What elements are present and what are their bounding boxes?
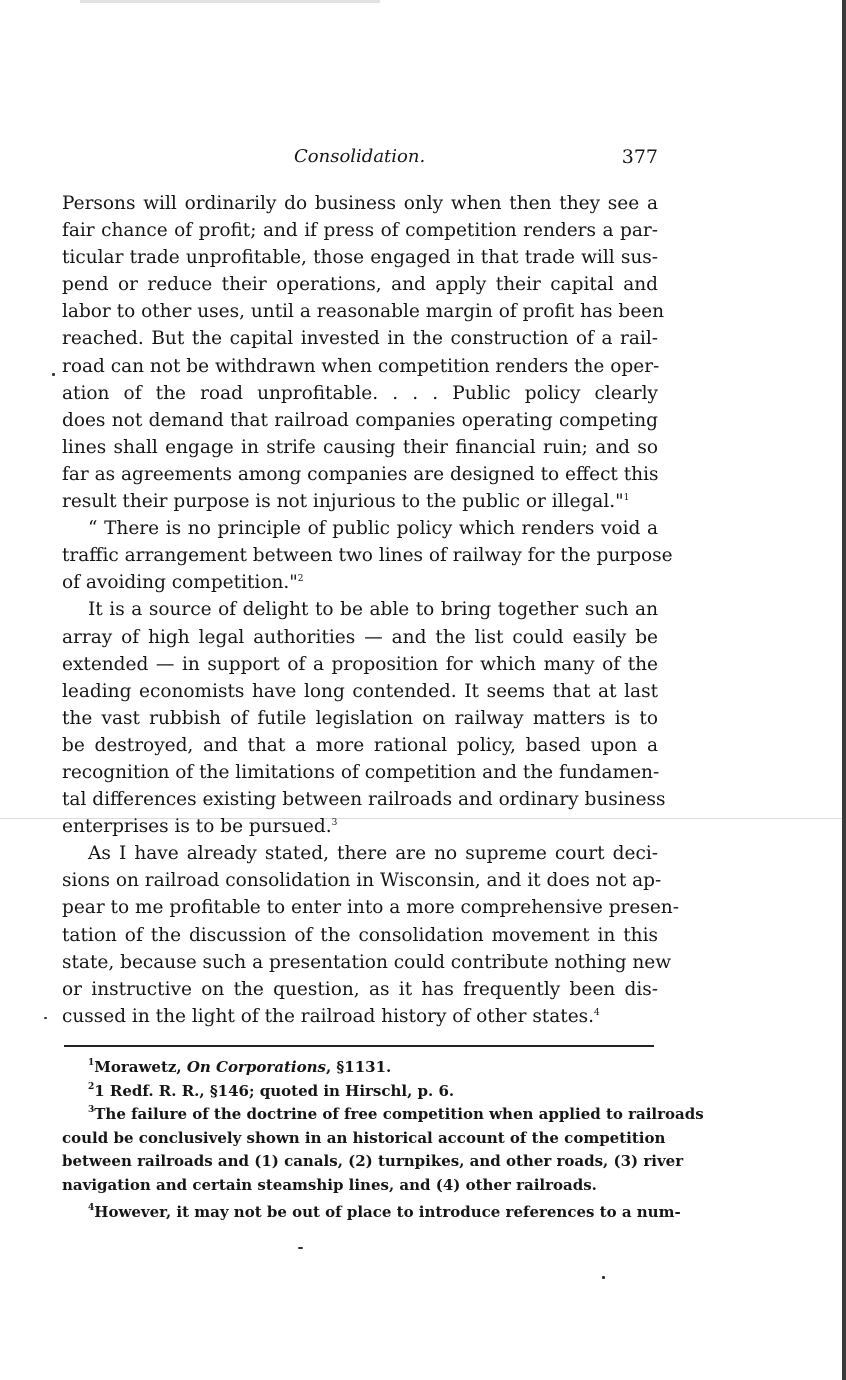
text-line: does not demand that railroad companies operating competing [62,409,658,431]
text-line: ation of the road unprofitable. . . . Public policy clearly [62,382,658,404]
scan-edge [842,0,846,1380]
text-line: lines shall engage in strife causing their financial ruin; and so [62,436,658,458]
text-line: It is a source of delight to be able to bring together such an [88,599,658,621]
page-number: 377 [621,146,658,168]
paragraph-2 [62,515,673,596]
footnote-rule [64,1045,654,1047]
text-line: far as agreements among companies are designed to effect this [62,463,659,485]
text-line: road can not be withdrawn when competition renders the oper- [62,355,660,377]
footnotes [62,1056,704,1225]
text-line: the vast rubbish of futile legislation on railway matters is to [62,707,658,729]
text-line: result their purpose is not injurious to the public or illegal."$^1$ [62,491,630,513]
text-line: state, because such a presentation could contribute nothing new [62,951,672,973]
footnote-2: $^2$1 Redf. R. R., §146; quoted in Hirschl, p. 6. [88,1081,455,1100]
text-line: tation of the discussion of the consolidation movement in this [62,924,658,946]
footnote-3-line: could be conclusively shown in an historical account of the competition [62,1128,666,1147]
scan-speck [52,373,55,376]
footnote-3-line: navigation and certain steamship lines, and (4) other railroads. [62,1175,597,1194]
footnote-ref-4: 4 [594,1007,600,1018]
text-line: be destroyed, and that a more rational policy, based upon a [62,734,658,756]
text-line: or instructive on the question, as it has frequently been dis- [62,978,658,1000]
footnote-ref-2: 2 [297,574,304,585]
text-line: fair chance of profit; and if press of competition renders a par- [62,220,658,242]
text-line: sions on railroad consolidation in Wisconsin, and it does not ap- [62,870,662,892]
text-line: tal differences existing between railroads and ordinary business [62,789,666,811]
text-line: extended — in support of a proposition for which many of the [62,653,658,675]
text-line: enterprises is to be pursued.$^3$ [62,816,338,838]
running-header [62,146,658,172]
scan-speck [298,1247,303,1249]
body-text [62,190,679,1030]
text-line: traffic arrangement between two lines of railway for the purpose [62,545,673,567]
text-line: labor to other uses, until a reasonable margin of profit has been [62,301,665,323]
footnote-ref-1: 1 [623,493,630,504]
running-title: Consolidation. [294,146,426,167]
text-line: reached. But the capital invested in the construction of a rail- [62,328,658,350]
text-line: of avoiding competition."$^2$ [62,572,304,594]
footnote-ref-3: 3 [331,818,338,829]
footnote-1: $^1$Morawetz, On Corporations, §1131. [88,1058,392,1076]
footnote-3: $^3$The failure of the doctrine of free competition when applied to railroads [88,1105,704,1123]
paragraph-3 [62,596,666,840]
scan-artifact-top [80,0,380,3]
scan-speck [602,1276,605,1279]
text-line: array of high legal authorities — and the list could easily be [62,626,658,648]
scan-speck [44,1017,47,1019]
paragraph-4 [62,840,679,1030]
text-line: leading economists have long contended. It seems that at last [62,680,658,702]
footnote-3-line: between railroads and (1) canals, (2) turnpikes, and other roads, (3) river [62,1152,684,1170]
text-line: Persons will ordinarily do business only when then they see a [62,193,658,214]
text-line: As I have already stated, there are no supreme court deci- [88,843,658,865]
text-line: pear to me profitable to enter into a more comprehensive presen- [62,897,679,919]
text-line: pend or reduce their operations, and apply their capital and [62,274,658,296]
paragraph-1 [62,190,665,515]
text-line: cussed in the light of the railroad history of other states.$^4$ [62,1005,600,1027]
footnote-4: $^4$However, it may not be out of place to introduce references to a num- [88,1203,681,1221]
text-line: “ There is no principle of public policy which renders void a [88,518,658,540]
text-line: ticular trade unprofitable, those engaged in that trade will sus- [62,247,658,269]
text-line: recognition of the limitations of competition and the fundamen- [62,761,660,783]
